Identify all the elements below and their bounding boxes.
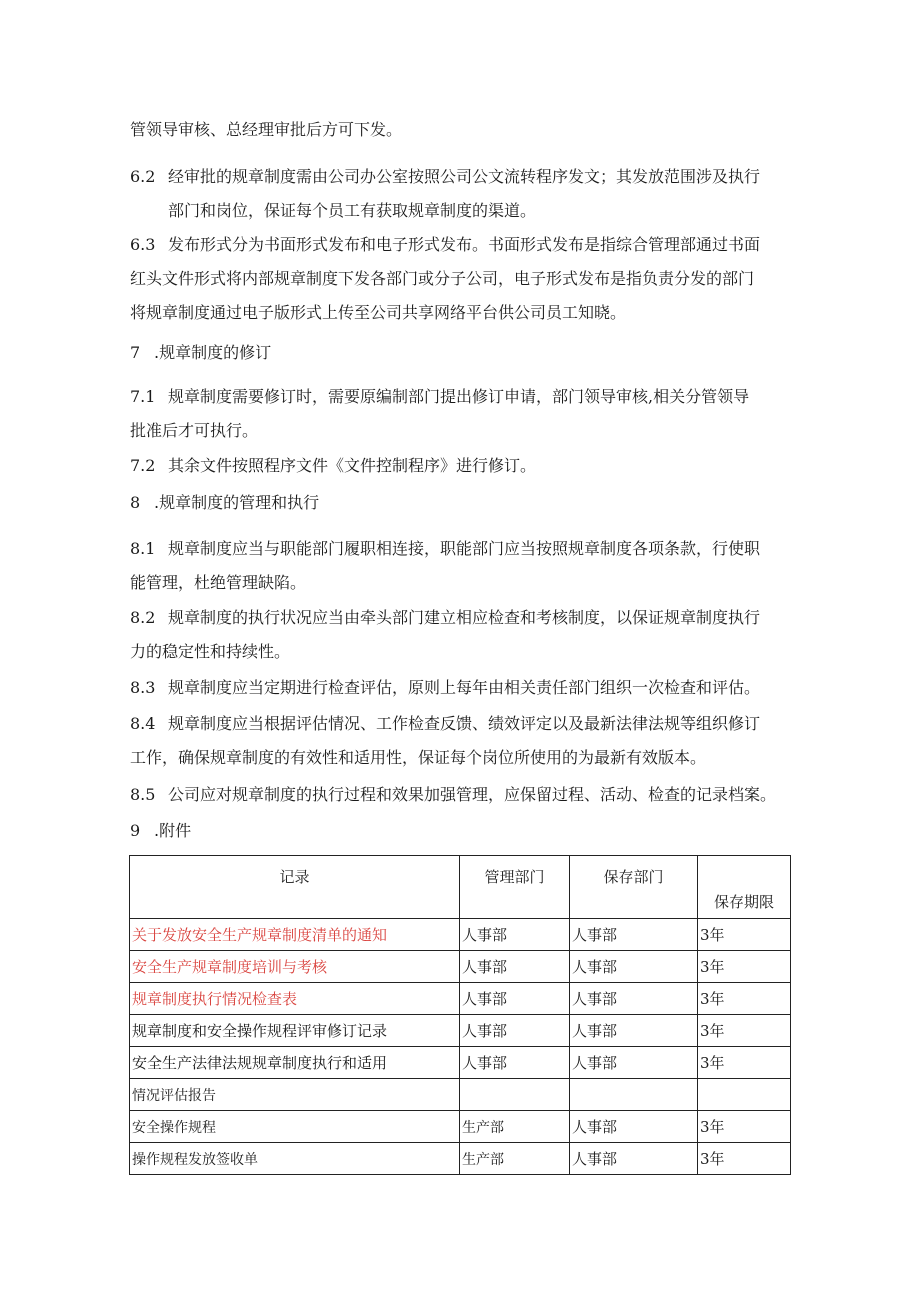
header-keep-dept (570, 856, 698, 919)
cell-dept: 人事部 (460, 951, 570, 983)
section-7-1-line-2: 批准后才可执行。 (130, 421, 259, 440)
record-link[interactable]: 规章制度执行情况检查表 (130, 983, 460, 1015)
cell-record: 操作规程发放签收单 (130, 1143, 460, 1175)
cell-keep: 人事部 (570, 1015, 698, 1047)
section-8-4-line-2: 工作，确保规章制度的有效性和适用性，保证每个岗位所使用的为最新有效版本。 (130, 748, 707, 767)
cell-period: 3年 (698, 919, 791, 951)
section-8-5 (130, 784, 776, 806)
section-number: 7.1 (130, 387, 156, 406)
cell-record: 情况评估报告 (130, 1079, 460, 1111)
cell-record: 安全生产法律法规规章制度执行和适用 (130, 1047, 460, 1079)
table-row (130, 951, 791, 983)
cell-record: 规章制度和安全操作规程评审修订记录 (130, 1015, 460, 1047)
section-7-1 (130, 386, 749, 408)
section-number: 6.3 (130, 235, 156, 254)
header-record (130, 856, 460, 919)
cell-period (698, 1079, 791, 1111)
cell-keep: 人事部 (570, 919, 698, 951)
header-label: 记录 (279, 868, 310, 886)
section-6-3-line-3: 将规章制度通过电子版形式上传至公司共享网络平台供公司员工知晓。 (130, 303, 627, 322)
cell-period: 3年 (698, 951, 791, 983)
section-number: 7.2 (130, 456, 156, 475)
table-header-row (130, 856, 791, 919)
table-row (130, 1079, 791, 1111)
section-8-2-line-2: 力的稳定性和持续性。 (130, 642, 291, 661)
section-6-3-line-2: 红头文件形式将内部规章制度下发各部门或分子公司，电子形式发布是指负责分发的部门 (130, 269, 755, 288)
cell-keep: 人事部 (570, 1047, 698, 1079)
cell-dept: 生产部 (460, 1143, 570, 1175)
heading-text: .附件 (154, 821, 192, 840)
heading-number: 9 (130, 821, 141, 840)
section-text: 公司应对规章制度的执行过程和效果加强管理，应保留过程、活动、检查的记录档案。 (168, 785, 777, 804)
heading-number: 8 (130, 493, 141, 512)
header-label: 保存部门 (603, 868, 664, 886)
section-text: 规章制度的执行状况应当由牵头部门建立相应检查和考核制度，以保证规章制度执行 (168, 608, 761, 627)
section-6-2-line-2: 部门和岗位，保证每个员工有获取规章制度的渠道。 (168, 201, 537, 220)
section-text: 规章制度应当定期进行检查评估，原则上每年由相关责任部门组织一次检查和评估。 (168, 678, 761, 697)
cell-period: 3年 (698, 1111, 791, 1143)
cell-dept: 人事部 (460, 1015, 570, 1047)
section-text: 规章制度需要修订时，需要原编制部门提出修订申请，部门领导审核,相关分管领导 (168, 387, 750, 406)
section-text: 发布形式分为书面形式发布和电子形式发布。书面形式发布是指综合管理部通过书面 (168, 235, 761, 254)
section-number: 6.2 (130, 167, 156, 186)
record-link[interactable]: 关于发放安全生产规章制度清单的通知 (130, 919, 460, 951)
section-text: 经审批的规章制度需由公司办公室按照公司公文流转程序发文；其发放范围涉及执行 (168, 167, 761, 186)
record-link[interactable]: 安全生产规章制度培训与考核 (130, 951, 460, 983)
cell-period: 3年 (698, 1047, 791, 1079)
heading-number: 7 (130, 343, 141, 362)
table-row (130, 919, 791, 951)
header-period (698, 856, 791, 919)
section-number: 8.4 (130, 714, 156, 733)
cell-keep: 人事部 (570, 951, 698, 983)
section-8-2 (130, 607, 760, 629)
table-row (130, 1111, 791, 1143)
table-row (130, 1015, 791, 1047)
cell-keep (570, 1079, 698, 1111)
section-6-2 (130, 166, 760, 188)
heading-8 (130, 492, 319, 514)
paragraph-continuation: 管领导审核、总经理审批后方可下发。 (130, 120, 403, 139)
heading-text: .规章制度的修订 (154, 343, 272, 362)
table-row (130, 1143, 791, 1175)
cell-period: 3年 (698, 983, 791, 1015)
section-7-2 (130, 455, 536, 477)
cell-keep: 人事部 (570, 1143, 698, 1175)
section-8-1-line-2: 能管理，杜绝管理缺陷。 (130, 573, 307, 592)
section-8-3 (130, 677, 760, 699)
cell-dept: 生产部 (460, 1111, 570, 1143)
cell-dept: 人事部 (460, 919, 570, 951)
heading-7 (130, 342, 271, 364)
section-6-3 (130, 234, 760, 256)
section-number: 8.1 (130, 539, 156, 558)
header-dept (460, 856, 570, 919)
cell-dept: 人事部 (460, 983, 570, 1015)
header-label: 管理部门 (484, 868, 545, 886)
section-8-4 (130, 713, 760, 735)
section-text: 其余文件按照程序文件《文件控制程序》进行修订。 (168, 456, 537, 475)
section-number: 8.3 (130, 678, 156, 697)
section-text: 规章制度应当与职能部门履职相连接，职能部门应当按照规章制度各项条款，行使职 (168, 539, 761, 558)
table-row (130, 1047, 791, 1079)
table-row (130, 983, 791, 1015)
cell-dept (460, 1079, 570, 1111)
section-number: 8.2 (130, 608, 156, 627)
section-text: 规章制度应当根据评估情况、工作检查反馈、绩效评定以及最新法律法规等组织修订 (168, 714, 761, 733)
heading-9 (130, 820, 191, 842)
cell-record: 安全操作规程 (130, 1111, 460, 1143)
header-label: 保存期限 (713, 893, 774, 911)
heading-text: .规章制度的管理和执行 (154, 493, 320, 512)
cell-period: 3年 (698, 1143, 791, 1175)
section-8-1 (130, 538, 760, 560)
cell-keep: 人事部 (570, 983, 698, 1015)
cell-period: 3年 (698, 1015, 791, 1047)
attachments-table (129, 855, 791, 1175)
section-number: 8.5 (130, 785, 156, 804)
cell-keep: 人事部 (570, 1111, 698, 1143)
cell-dept: 人事部 (460, 1047, 570, 1079)
